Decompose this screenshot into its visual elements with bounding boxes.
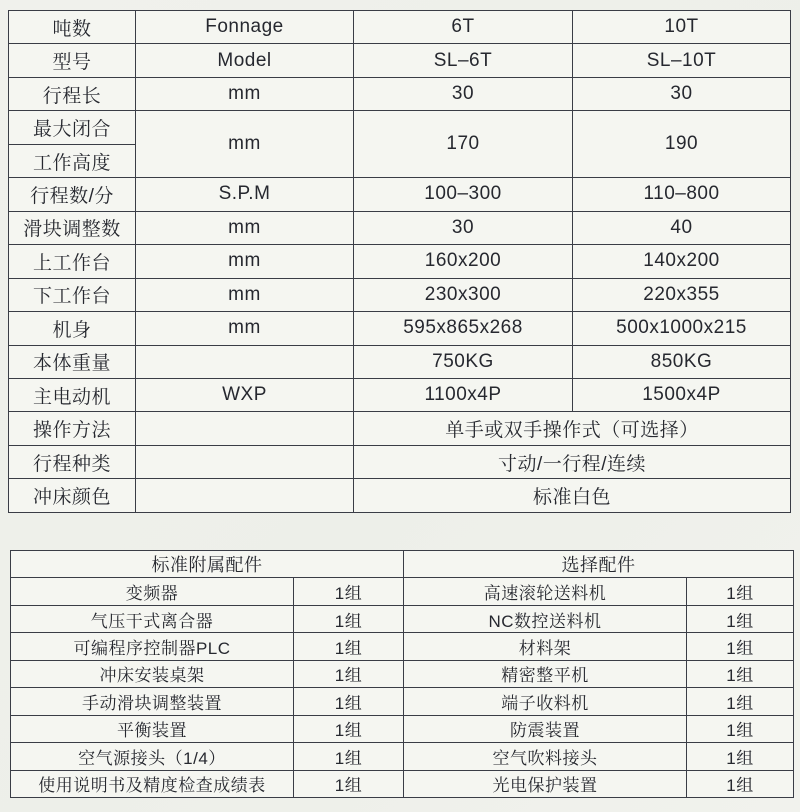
table-row: [9, 245, 791, 278]
table-row: [11, 660, 794, 687]
table-row: [9, 11, 791, 44]
spec-value-10t: 10T: [573, 11, 791, 44]
table-row: [9, 479, 791, 513]
table-row: [9, 44, 791, 77]
spec-label: 滑块调整数: [9, 211, 136, 244]
spec-value-6t: 6T: [354, 11, 573, 44]
optional-item-name: 高速滚轮送料机: [404, 578, 687, 605]
spec-value-10t: SL–10T: [573, 44, 791, 77]
spec-value-10t: 30: [573, 77, 791, 110]
table-row: [9, 345, 791, 378]
spec-label: 工作高度: [9, 144, 136, 177]
spec-unit: mm: [136, 245, 354, 278]
spec-table: [8, 10, 791, 513]
spec-value-10t: 40: [573, 211, 791, 244]
spec-value-6t: 30: [354, 211, 573, 244]
spec-label: 型号: [9, 44, 136, 77]
standard-item-name: 冲床安装桌架: [11, 660, 294, 687]
spec-merged-value: 单手或双手操作式（可选择）: [354, 412, 791, 445]
optional-item-qty: 1组: [687, 660, 794, 687]
spec-value-6t: 230x300: [354, 278, 573, 311]
spec-unit: mm: [136, 312, 354, 345]
standard-item-name: 可编程序控制器PLC: [11, 633, 294, 660]
optional-item-name: 空气吹料接头: [404, 743, 687, 770]
table-row: [9, 378, 791, 411]
optional-item-qty: 1组: [687, 633, 794, 660]
standard-item-qty: 1组: [294, 578, 404, 605]
standard-item-name: 空气源接头（1/4）: [11, 743, 294, 770]
optional-item-qty: 1组: [687, 688, 794, 715]
spec-unit: [136, 445, 354, 478]
table-row: [11, 551, 794, 578]
spec-unit: [136, 479, 354, 513]
optional-item-name: 防震装置: [404, 715, 687, 742]
spec-label: 行程种类: [9, 445, 136, 478]
table-row: [11, 578, 794, 605]
table-row: [11, 743, 794, 770]
spec-label: 吨数: [9, 11, 136, 44]
spec-unit: mm: [136, 278, 354, 311]
spec-value-10t: 500x1000x215: [573, 312, 791, 345]
standard-item-qty: 1组: [294, 743, 404, 770]
table-row: [9, 211, 791, 244]
optional-accessories-header: 选择配件: [404, 551, 794, 578]
spec-value-6t: 30: [354, 77, 573, 110]
spec-label: 机身: [9, 312, 136, 345]
spec-value-6t: 170: [354, 111, 573, 178]
spec-unit: Fonnage: [136, 11, 354, 44]
spec-unit: S.P.M: [136, 178, 354, 211]
spec-unit: mm: [136, 211, 354, 244]
spec-merged-value: 寸动/一行程/连续: [354, 445, 791, 478]
table-row: [11, 770, 794, 798]
standard-item-name: 手动滑块调整装置: [11, 688, 294, 715]
spec-value-10t: 1500x4P: [573, 378, 791, 411]
spec-value-10t: 190: [573, 111, 791, 178]
table-row: [9, 445, 791, 478]
standard-item-name: 变频器: [11, 578, 294, 605]
spec-value-10t: 140x200: [573, 245, 791, 278]
standard-item-qty: 1组: [294, 715, 404, 742]
spec-label: 最大闭合: [9, 111, 136, 144]
standard-item-qty: 1组: [294, 770, 404, 798]
spec-value-6t: 100–300: [354, 178, 573, 211]
spec-label: 操作方法: [9, 412, 136, 445]
spec-label: 下工作台: [9, 278, 136, 311]
optional-item-name: 材料架: [404, 633, 687, 660]
standard-item-qty: 1组: [294, 605, 404, 632]
spec-value-6t: 1100x4P: [354, 378, 573, 411]
table-row: [9, 77, 791, 110]
spec-label: 本体重量: [9, 345, 136, 378]
optional-item-name: 端子收料机: [404, 688, 687, 715]
spec-unit: Model: [136, 44, 354, 77]
table-row: [11, 715, 794, 742]
spec-label: 行程数/分: [9, 178, 136, 211]
table-row: [11, 605, 794, 632]
spec-label: 冲床颜色: [9, 479, 136, 513]
spec-value-6t: SL–6T: [354, 44, 573, 77]
table-row: [9, 178, 791, 211]
optional-item-qty: 1组: [687, 578, 794, 605]
optional-item-qty: 1组: [687, 715, 794, 742]
spec-unit: mm: [136, 111, 354, 178]
spec-unit: [136, 345, 354, 378]
spec-merged-value: 标准白色: [354, 479, 791, 513]
table-row: [11, 633, 794, 660]
optional-item-name: 精密整平机: [404, 660, 687, 687]
spec-value-6t: 160x200: [354, 245, 573, 278]
spec-label: 主电动机: [9, 378, 136, 411]
spec-value-10t: 220x355: [573, 278, 791, 311]
optional-item-name: 光电保护装置: [404, 770, 687, 798]
standard-item-name: 平衡装置: [11, 715, 294, 742]
optional-item-qty: 1组: [687, 743, 794, 770]
table-row: [9, 111, 791, 144]
accessories-table: [10, 550, 794, 798]
table-row: [9, 278, 791, 311]
standard-item-qty: 1组: [294, 688, 404, 715]
table-row: [11, 688, 794, 715]
standard-item-qty: 1组: [294, 633, 404, 660]
optional-item-qty: 1组: [687, 770, 794, 798]
optional-item-qty: 1组: [687, 605, 794, 632]
spec-value-6t: 750KG: [354, 345, 573, 378]
optional-item-name: NC数控送料机: [404, 605, 687, 632]
table-row: [9, 412, 791, 445]
standard-item-qty: 1组: [294, 660, 404, 687]
spec-value-10t: 110–800: [573, 178, 791, 211]
spec-value-6t: 595x865x268: [354, 312, 573, 345]
spec-label: 上工作台: [9, 245, 136, 278]
standard-accessories-header: 标准附属配件: [11, 551, 404, 578]
spec-unit: WXP: [136, 378, 354, 411]
standard-item-name: 气压干式离合器: [11, 605, 294, 632]
spec-unit: mm: [136, 77, 354, 110]
table-row: [9, 312, 791, 345]
standard-item-name: 使用说明书及精度检查成绩表: [11, 770, 294, 798]
spec-unit: [136, 412, 354, 445]
spec-label: 行程长: [9, 77, 136, 110]
spec-value-10t: 850KG: [573, 345, 791, 378]
